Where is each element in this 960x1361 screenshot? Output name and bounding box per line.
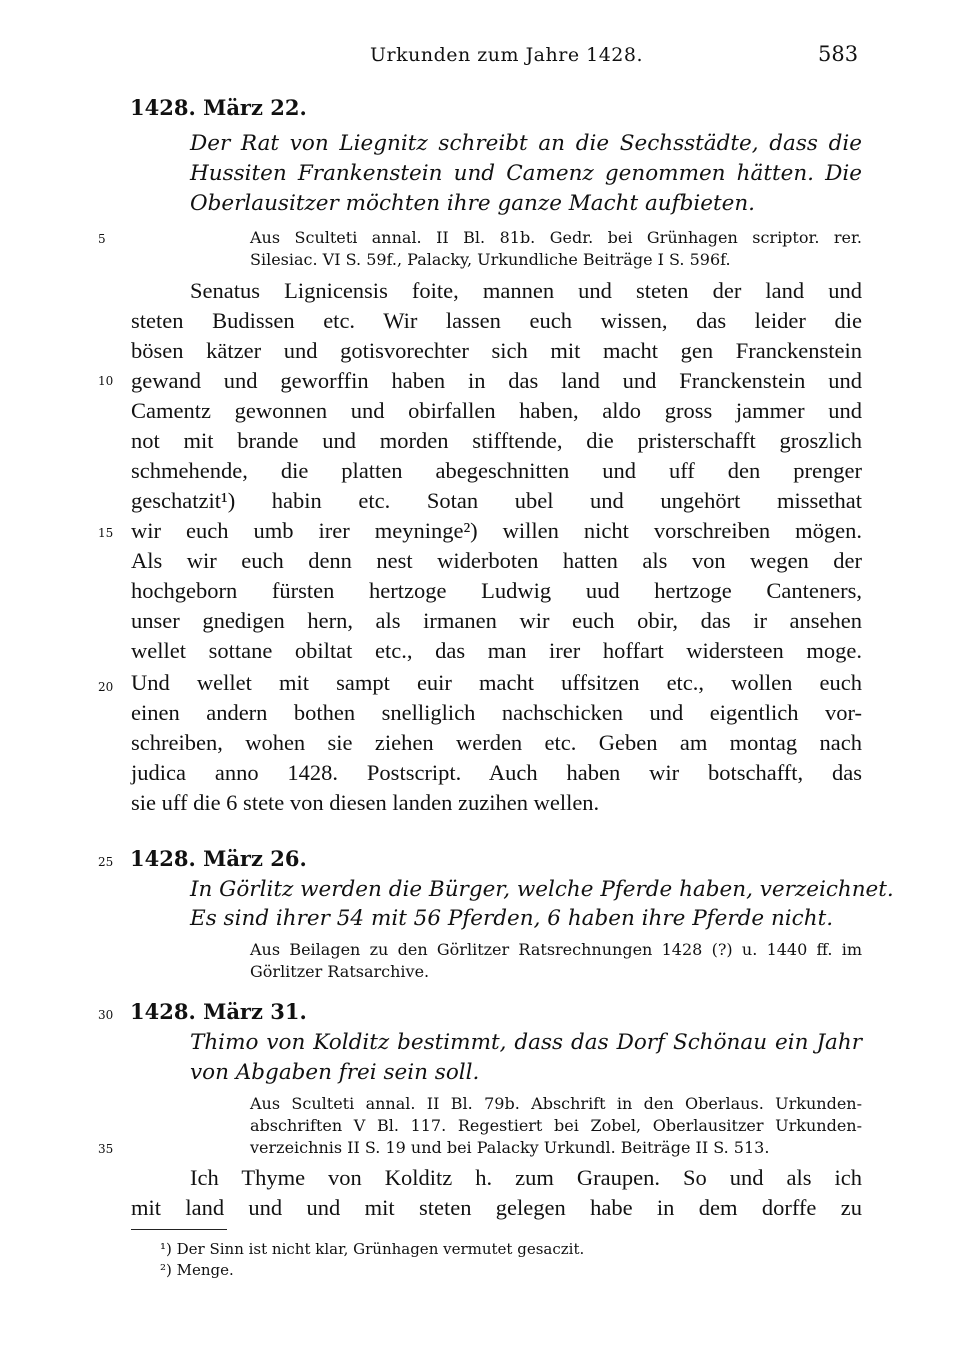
document-text-line: einen andern bothen snelliglich nachschicken und eigentlich vor- (131, 700, 862, 725)
entry-date: 1428. März 31. (130, 999, 307, 1024)
line-number: 5 (98, 232, 106, 246)
document-text-line: steten Budissen etc. Wir lassen euch wissen, das leider die (131, 308, 862, 333)
line-number: 15 (98, 526, 114, 540)
document-text-line: schreiben, wohen sie ziehen werden etc. Geben am montag nach (131, 730, 862, 755)
document-text-line: schmehende, die platten abegeschnitten und uff den prenger (131, 458, 862, 483)
document-text-line: gewand und geworffin haben in das land und Franckenstein und (131, 368, 862, 393)
document-text-line: sie uff die 6 stete von diesen landen zuzihen wellen. (131, 790, 600, 815)
entry-summary-line: Oberlausitzer möchten ihre ganze Macht aufbieten. (190, 191, 756, 216)
entry-summary-line: Es sind ihrer 54 mit 56 Pferden, 6 haben ihre Pferde nicht. (190, 906, 834, 931)
document-text-line: geschatzit¹) habin etc. Sotan ubel und ungehört missethat (131, 488, 862, 513)
source-note-line: Görlitzer Ratsarchive. (250, 962, 430, 981)
document-text-line: Ich Thyme von Kolditz h. zum Graupen. So und als ich (190, 1165, 862, 1190)
document-text-line: Camentz gewonnen und obirfallen haben, aldo gross jammer und (131, 398, 862, 423)
line-number: 30 (98, 1008, 114, 1022)
document-text-line: Senatus Lignicensis foite, mannen und steten der land und (190, 278, 862, 303)
document-text-line: wir euch umb irer meyninge²) willen nicht vorschreiben mögen. (131, 518, 862, 543)
document-text-line: Und wellet mit sampt euir macht uffsitzen etc., wollen euch (131, 670, 862, 695)
footnote: ²) Menge. (160, 1261, 234, 1279)
source-note-line: abschriften V Bl. 117. Regestiert bei Zobel, Oberlausitzer Urkunden- (250, 1116, 862, 1135)
source-note-line: Aus Beilagen zu den Görlitzer Ratsrechnungen 1428 (?) u. 1440 ff. im (250, 940, 862, 959)
document-text-line: unser gnedigen hern, als irmanen wir euch obir, das ir ansehen (131, 608, 862, 633)
footnote-divider (131, 1229, 227, 1230)
entry-summary-line: Der Rat von Liegnitz schreibt an die Sechsstädte, dass die (190, 131, 862, 156)
document-text-line: judica anno 1428. Postscript. Auch haben wir botschafft, das (131, 760, 862, 785)
document-text-line: bösen kätzer und gotisvorechter sich mit macht gen Franckenstein (131, 338, 862, 363)
source-note-line: Aus Sculteti annal. II Bl. 81b. Gedr. bei Grünhagen scriptor. rer. (250, 228, 862, 247)
entry-summary-line: Thimo von Kolditz bestimmt, dass das Dorf Schönau ein Jahr (190, 1030, 862, 1055)
source-note-line: Silesiac. VI S. 59f., Palacky, Urkundliche Beiträge I S. 596f. (250, 250, 731, 269)
line-number: 25 (98, 855, 114, 869)
line-number: 10 (98, 374, 114, 388)
document-text-line: mit land und und mit steten gelegen habe in dem dorffe zu (131, 1195, 862, 1220)
entry-summary-line: In Görlitz werden die Bürger, welche Pferde haben, verzeichnet. (190, 877, 894, 902)
entry-date: 1428. März 26. (130, 846, 307, 871)
page-number: 583 (818, 42, 859, 66)
line-number: 35 (98, 1142, 114, 1156)
entry-summary-line: von Abgaben frei sein soll. (190, 1060, 480, 1085)
document-text-line: wellet sottane obiltat etc., das man irer hoffart widersteen moge. (131, 638, 862, 663)
document-text-line: hochgeborn fürsten hertzoge Ludwig uud hertzoge Canteners, (131, 578, 862, 603)
line-number: 20 (98, 680, 114, 694)
source-note-line: Aus Sculteti annal. II Bl. 79b. Abschrift in den Oberlaus. Urkunden- (250, 1094, 862, 1113)
running-header: Urkunden zum Jahre 1428. (370, 44, 644, 66)
entry-date: 1428. März 22. (130, 95, 307, 120)
document-text-line: not mit brande und morden stifftende, die pristerschafft groszlich (131, 428, 862, 453)
source-note-line: verzeichnis II S. 19 und bei Palacky Urkundl. Beiträge II S. 513. (250, 1138, 770, 1157)
entry-summary-line: Hussiten Frankenstein und Camenz genommen hätten. Die (190, 161, 862, 186)
document-text-line: Als wir euch denn nest widerboten hatten als von wegen der (131, 548, 862, 573)
footnote: ¹) Der Sinn ist nicht klar, Grünhagen vermutet gesaczit. (160, 1240, 585, 1258)
